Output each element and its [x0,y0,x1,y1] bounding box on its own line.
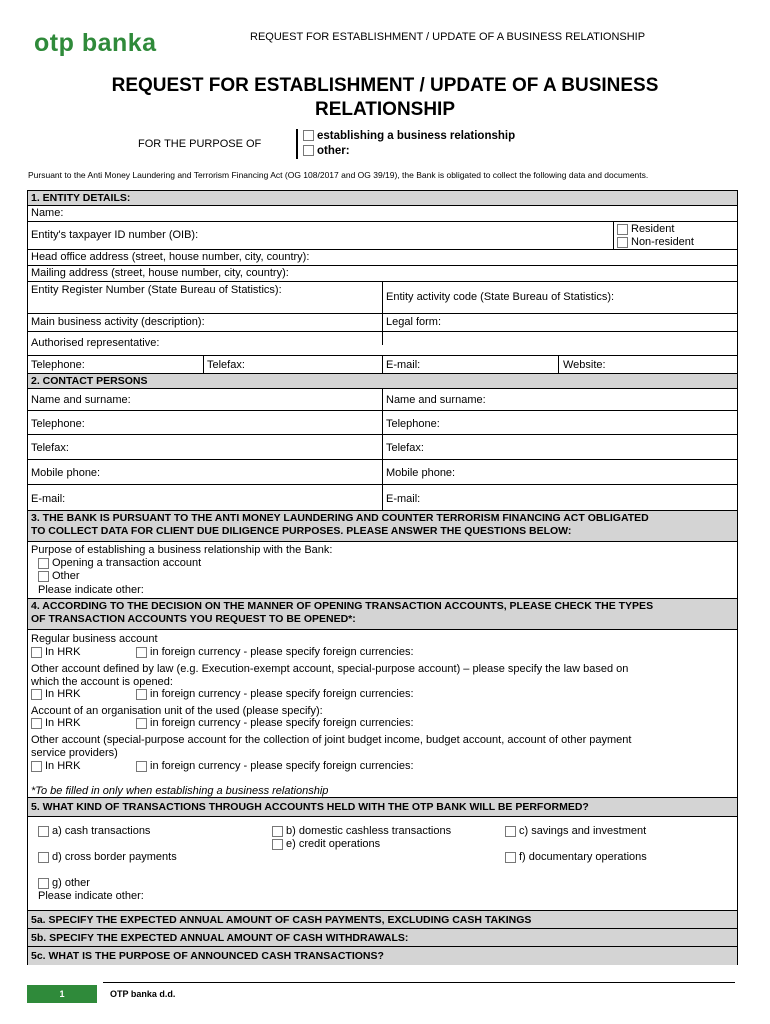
purpose-label: FOR THE PURPOSE OF [138,138,262,150]
footer-company: OTP banka d.d. [110,989,176,999]
other-law-label-1: Other account defined by law (e.g. Execution-exempt account, special-purpose account) – please specify the law based on [31,663,629,675]
activity-code-field[interactable]: Entity activity code (State Bureau of Statistics): [386,291,615,303]
cash-transactions-option[interactable]: a) cash transactions [38,825,150,837]
org-unit-in-foreign[interactable]: in foreign currency - please specify foreign currencies: [136,717,414,729]
section-5a-heading: 5a. SPECIFY THE EXPECTED ANNUAL AMOUNT OF CASH PAYMENTS, EXCLUDING CASH TAKINGS [28,911,737,928]
authorised-representative-field[interactable]: Authorised representative: [31,337,160,349]
purpose-question: Purpose of establishing a business relationship with the Bank: [31,544,333,556]
regular-in-hrk[interactable]: In HRK [31,646,80,658]
contact1-telefax[interactable]: Telefax: [31,442,69,454]
checkbox-icon[interactable] [303,145,314,156]
website-field[interactable]: Website: [563,359,606,371]
checkbox-icon[interactable] [617,237,628,248]
contact1-mobile[interactable]: Mobile phone: [31,467,101,479]
indicate-other-transactions[interactable]: Please indicate other: [38,890,144,902]
checkbox-icon[interactable] [136,647,147,658]
regular-account-label: Regular business account [31,633,158,645]
checkbox-icon[interactable] [505,852,516,863]
running-header: REQUEST FOR ESTABLISHMENT / UPDATE OF A BUSINESS RELATIONSHIP [250,31,646,43]
checkbox-icon[interactable] [38,826,49,837]
contact1-telephone[interactable]: Telephone: [31,418,85,430]
other-law-in-hrk[interactable]: In HRK [31,688,80,700]
telephone-field[interactable]: Telephone: [31,359,85,371]
section-4-note: *To be filled in only when establishing a business relationship [31,785,329,797]
other-special-label-2: service providers) [31,747,118,759]
purpose-divider [296,129,298,159]
checkbox-icon[interactable] [31,761,42,772]
contact2-name[interactable]: Name and surname: [386,394,486,406]
email-field[interactable]: E-mail: [386,359,421,371]
checkbox-icon[interactable] [31,718,42,729]
other-special-in-foreign[interactable]: in foreign currency - please specify foreign currencies: [136,760,414,772]
section-4-heading: 4. ACCORDING TO THE DECISION ON THE MANNER OF OPENING TRANSACTION ACCOUNTS, PLEASE CHECK THE TYPES OF TRANSACTION ACCOUNTS YOU REQUEST TO BE OPENED*: [28,599,737,629]
non-resident-option[interactable]: Non-resident [617,236,694,248]
resident-option[interactable]: Resident [617,223,674,235]
other-transactions-option[interactable]: g) other [38,877,90,889]
contact2-telefax[interactable]: Telefax: [386,442,424,454]
purpose-establishing[interactable]: establishing a business relationship [303,130,515,142]
logo-text: otp banka [34,28,157,57]
credit-operations-option[interactable]: e) credit operations [272,838,380,850]
form-table [27,190,738,965]
section-5-heading: 5. WHAT KIND OF TRANSACTIONS THROUGH ACCOUNTS HELD WITH THE OTP BANK WILL BE PERFORMED? [28,798,737,816]
cross-border-option[interactable]: d) cross border payments [38,851,177,863]
checkbox-icon[interactable] [617,224,628,235]
contact1-name[interactable]: Name and surname: [31,394,131,406]
contact2-telephone[interactable]: Telephone: [386,418,440,430]
contact2-email[interactable]: E-mail: [386,493,421,505]
footer-divider [103,982,735,983]
legal-form-field[interactable]: Legal form: [386,316,442,328]
page-title: REQUEST FOR ESTABLISHMENT / UPDATE OF A BUSINESS RELATIONSHIP [111,75,659,120]
checkbox-icon[interactable] [272,839,283,850]
savings-investment-option[interactable]: c) savings and investment [505,825,646,837]
documentary-operations-option[interactable]: f) documentary operations [505,851,647,863]
other-purpose-option[interactable]: Other [38,570,80,582]
page-number: 1 [27,985,97,1003]
section-3-heading: 3. THE BANK IS PURSUANT TO THE ANTI MONEY LAUNDERING AND COUNTER TERRORISM FINANCING ACT OBLIGATED TO COLLECT DATA FOR CLIENT DUE DILIGENCE PURPOSES. PLEASE ANSWER THE QUESTIONS BELOW: [28,511,737,541]
contact1-email[interactable]: E-mail: [31,493,66,505]
head-office-field[interactable]: Head office address (street, house number, city, country): [31,251,310,263]
otp-logo [34,28,157,58]
regular-in-foreign[interactable]: in foreign currency - please specify foreign currencies: [136,646,414,658]
checkbox-icon[interactable] [38,571,49,582]
contact2-mobile[interactable]: Mobile phone: [386,467,456,479]
checkbox-icon[interactable] [136,689,147,700]
name-field[interactable]: Name: [31,207,64,219]
checkbox-icon[interactable] [31,647,42,658]
checkbox-icon[interactable] [38,558,49,569]
checkbox-icon[interactable] [38,852,49,863]
section-1-heading: 1. ENTITY DETAILS: [28,191,737,205]
telefax-field[interactable]: Telefax: [207,359,245,371]
pursuant-text: Pursuant to the Anti Money Laundering and Terrorism Financing Act (OG 108/2017 and OG 39/19), the Bank is obligated to collect the following data and documents. [28,170,649,180]
checkbox-icon[interactable] [303,130,314,141]
checkbox-icon[interactable] [38,878,49,889]
domestic-cashless-option[interactable]: b) domestic cashless transactions [272,825,451,837]
oib-field[interactable]: Entity's taxpayer ID number (OIB): [31,229,199,241]
opening-transaction-account-option[interactable]: Opening a transaction account [38,557,201,569]
main-activity-field[interactable]: Main business activity (description): [31,316,205,328]
mailing-address-field[interactable]: Mailing address (street, house number, city, country): [31,267,289,279]
section-2-heading: 2. CONTACT PERSONS [28,374,737,388]
org-unit-in-hrk[interactable]: In HRK [31,717,80,729]
checkbox-icon[interactable] [272,826,283,837]
checkbox-icon[interactable] [505,826,516,837]
purpose-other[interactable]: other: [303,145,350,157]
register-number-field[interactable]: Entity Register Number (State Bureau of Statistics): [31,284,282,296]
other-law-in-foreign[interactable]: in foreign currency - please specify foreign currencies: [136,688,414,700]
indicate-other-purpose[interactable]: Please indicate other: [38,584,144,596]
other-special-label-1: Other account (special-purpose account for the collection of joint budget income, budget account, account of other payment [31,734,632,746]
org-unit-label: Account of an organisation unit of the used (please specify): [31,705,323,717]
checkbox-icon[interactable] [136,718,147,729]
checkbox-icon[interactable] [31,689,42,700]
checkbox-icon[interactable] [136,761,147,772]
section-5b-heading: 5b. SPECIFY THE EXPECTED ANNUAL AMOUNT OF CASH WITHDRAWALS: [28,929,737,946]
other-law-label-2: which the account is opened: [31,676,173,688]
other-special-in-hrk[interactable]: In HRK [31,760,80,772]
section-5c-heading: 5c. WHAT IS THE PURPOSE OF ANNOUNCED CASH TRANSACTIONS? [28,947,737,965]
